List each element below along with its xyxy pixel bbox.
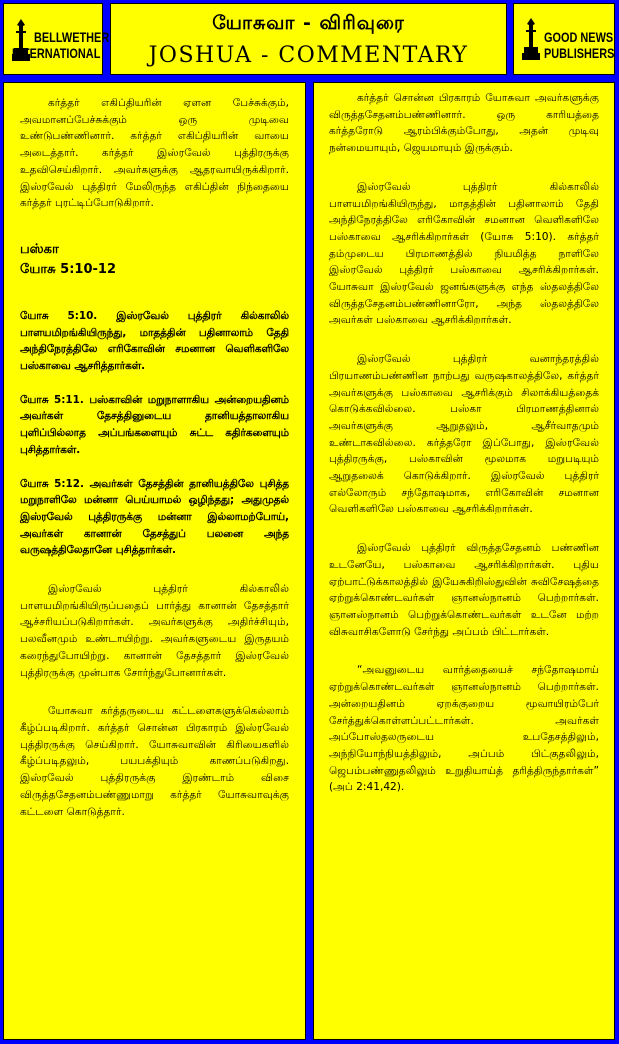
right-paragraph-2: இஸ்ரவேல் புத்திரர் கில்காலில் பாளயமிறங்கியிருந்து, மாதத்தின் பதினாலாம் தேதி அந்திநேரத்திலே எரிகோவின் சமனான வெளிகளிலே பஸ்காவை ஆசரிக்கிறார்கள் (யோசு 5:10). கர்த்தர் தம்முடைய பிரமாணத்தில் நியமித்த நாளிலே இஸ்ரவேல் புத்திரர் பஸ்காவை ஆசரிக்கிறார்கள். யோசுவா இஸ்ரவேல் ஜனங்களுக்கு எந்த ஸ்தலத்திலே விருத்தசேதனம்பண்ணினாரோ, அந்த ஸ்தலத்திலே அவர்கள் பஸ்காவை ஆசரிக்கிறார்கள். — [329, 180, 599, 327]
bellwether-logo — [3, 3, 110, 75]
right-paragraph-1: கர்த்தர் சொன்ன பிரகாரம் யோசுவா அவர்களுக்கு விருத்தசேதனம்பண்ணினார். ஒரு காரியத்தை கர்த்தரோடு ஆரம்பிக்கும்போது, அதன் முடிவு நன்மையாயும், ஜெயமாயும் இருக்கும். — [329, 92, 599, 155]
intro-paragraph: கர்த்தர் எகிப்தியரின் ஏளன பேச்சுக்கும், அவமானப்பேச்சுக்கும் ஒரு முடிவை உண்டுபண்ணினார். கர்த்தர் எகிப்தியரின் வாயை அடைத்தார். கர்த்தர் இஸ்ரவேல் புத்திரருக்கு உதவிசெய்கிறார். அவர்களுக்கு ஆதரவாயிருக்கிறார். இஸ்ரவேல் புத்திரர் மேலிருந்த எகிப்தின் நிந்தையை கர்த்தர் புரட்டிப்போடுகிறார். — [20, 97, 289, 210]
good-news-logo — [513, 3, 615, 75]
good-news-figure-icon — [520, 16, 542, 62]
bellwether-line2: INTERNATIONAL — [12, 45, 101, 61]
verse-5-12: யோசு 5:12. அவர்கள் தேசத்தின் தானியத்திலே புசித்த மறுநாளிலே மன்னா பெய்யாமல் ஒழிந்தது; அதுமுதல் இஸ்ரவேல் புத்திரருக்கு மன்னா இல்லாமற்போய், அவர்கள் கானான் தேசத்துப் பலனை அந்த வருஷத்திலேதானே புசித்தார்கள். — [20, 477, 289, 557]
header-title-box — [110, 3, 507, 75]
good-news-line2: PUBLISHERS — [544, 45, 615, 61]
section-reference: யோசு 5:10-12 — [20, 261, 116, 277]
left-paragraph-1: இஸ்ரவேல் புத்திரர் கில்காலில் பாளயமிறங்கியிருப்பதைப் பார்த்து கானான் தேசத்தார் ஆச்சரியப்படுகிறார்கள். அவர்களுக்கு அதிர்ச்சியும், பலவீனமும் உண்டாயிற்று. அவர்களுடைய இருதயம் கரைந்துபோயிற்று. கானான் தேசத்தார் இஸ்ரவேல் புத்திரருக்கு முன்பாக சோர்ந்துபோனார்கள். — [20, 583, 289, 679]
section-title: பஸ்கா — [20, 241, 59, 257]
good-news-line1: GOOD NEWS — [544, 29, 614, 45]
right-paragraph-3: இஸ்ரவேல் புத்திரர் வனாந்தரத்தில் பிரயாணம்பண்ணின நாற்பது வருஷகாலத்திலே, கர்த்தர் அவர்களுக்கு பஸ்காவை ஆசரிக்கும் சிலாக்கியத்தைக் கொடுக்கவில்லை. பஸ்கா பிரமாணத்தினால் அவர்களுக்கு ஆறுதலும், ஆசீர்வாதமும் உண்டாகவில்லை. கர்த்தரோ இப்போது, இஸ்ரவேல் புத்திரருக்கு, பஸ்காவின் மூலமாக மறுபடியும் ஆறுதலைக் கொடுக்கிறார். இஸ்ரவேல் புத்திரர் எல்லோரும் சந்தோஷமாக, எரிகோவின் சமனான வெளிகளிலே பஸ்காவை ஆசரிக்கிறார்கள். — [329, 353, 599, 516]
verse-5-11: யோசு 5:11. பஸ்காவின் மறுநாளாகிய அன்றையதினம் அவர்கள் தேசத்தினுடைய தானியத்தாலாகிய புளிப்பில்லாத அப்பங்களையும் சுட்ட கதிர்களையும் புசித்தார்கள். — [20, 393, 289, 456]
title-tamil: யோசுவா - விரிவுரை — [212, 12, 405, 34]
right-paragraph-5: “அவனுடைய வார்த்தையைச் சந்தோஷமாய் ஏற்றுக்கொண்டவர்கள் ஞானஸ்நானம் பெற்றார்கள். அன்றையதினம் ஏறக்குறைய மூவாயிரம்பேர் சேர்த்துக்கொள்ளப்பட்டார்கள். அவர்கள் அப்போஸ்தலருடைய உபதேசத்திலும், அந்நியோந்நியத்திலும், அப்பம் பிட்குதலிலும், ஜெபம்பண்ணுதலிலும் உறுதியாய்த் தரித்திருந்தார்கள்” (அப் 2:41,42). — [329, 664, 599, 794]
right-column — [313, 82, 615, 1040]
left-column — [3, 82, 306, 1040]
verse-5-10: யோசு 5:10. இஸ்ரவேல் புத்திரர் கில்காலில் பாளயமிறங்கியிருந்து, மாதத்தின் பதினாலாம் தேதி அந்திநேரத்திலே எரிகோவின் சமனான வெளிகளிலே பஸ்காவை ஆசரித்தார்கள். — [20, 309, 289, 373]
right-paragraph-4: இஸ்ரவேல் புத்திரர் விருத்தசேதனம் பண்ணின உடனேயே, பஸ்காவை ஆசரிக்கிறார்கள். புதிய ஏற்பாட்டுக்காலத்தில் இயேசுகிறிஸ்துவின் சுவிசேஷத்தை ஏற்றுக்கொண்டவர்கள் ஞானஸ்நானம் பெற்றார்கள். ஞானஸ்நானம் பெற்றுக்கொண்டவர்கள் உடனே மற்ற விசுவாசிகளோடு சேர்ந்து அப்பம் பிட்டார்கள். — [329, 542, 599, 638]
title-english: JOSHUA - COMMENTARY — [148, 43, 469, 68]
left-paragraph-2: யோசுவா கர்த்தருடைய கட்டளைகளுக்கெல்லாம் கீழ்ப்படிகிறார். கர்த்தர் சொன்ன பிரகாரம் இஸ்ரவேல் புத்திரருக்கு செய்கிறார். யோசுவாவின் கிரியைகளில் கீழ்ப்படிதலும், பயபக்தியும் காணப்படுகிறது. இஸ்ரவேல் புத்திரருக்கு இரண்டாம் விசை விருத்தசேதனம்பண்ணுமாறு கர்த்தர் யோசுவாவுக்கு கட்டளை கொடுத்தார். — [20, 705, 289, 818]
bellwether-line1: BELLWETHER — [34, 29, 110, 45]
